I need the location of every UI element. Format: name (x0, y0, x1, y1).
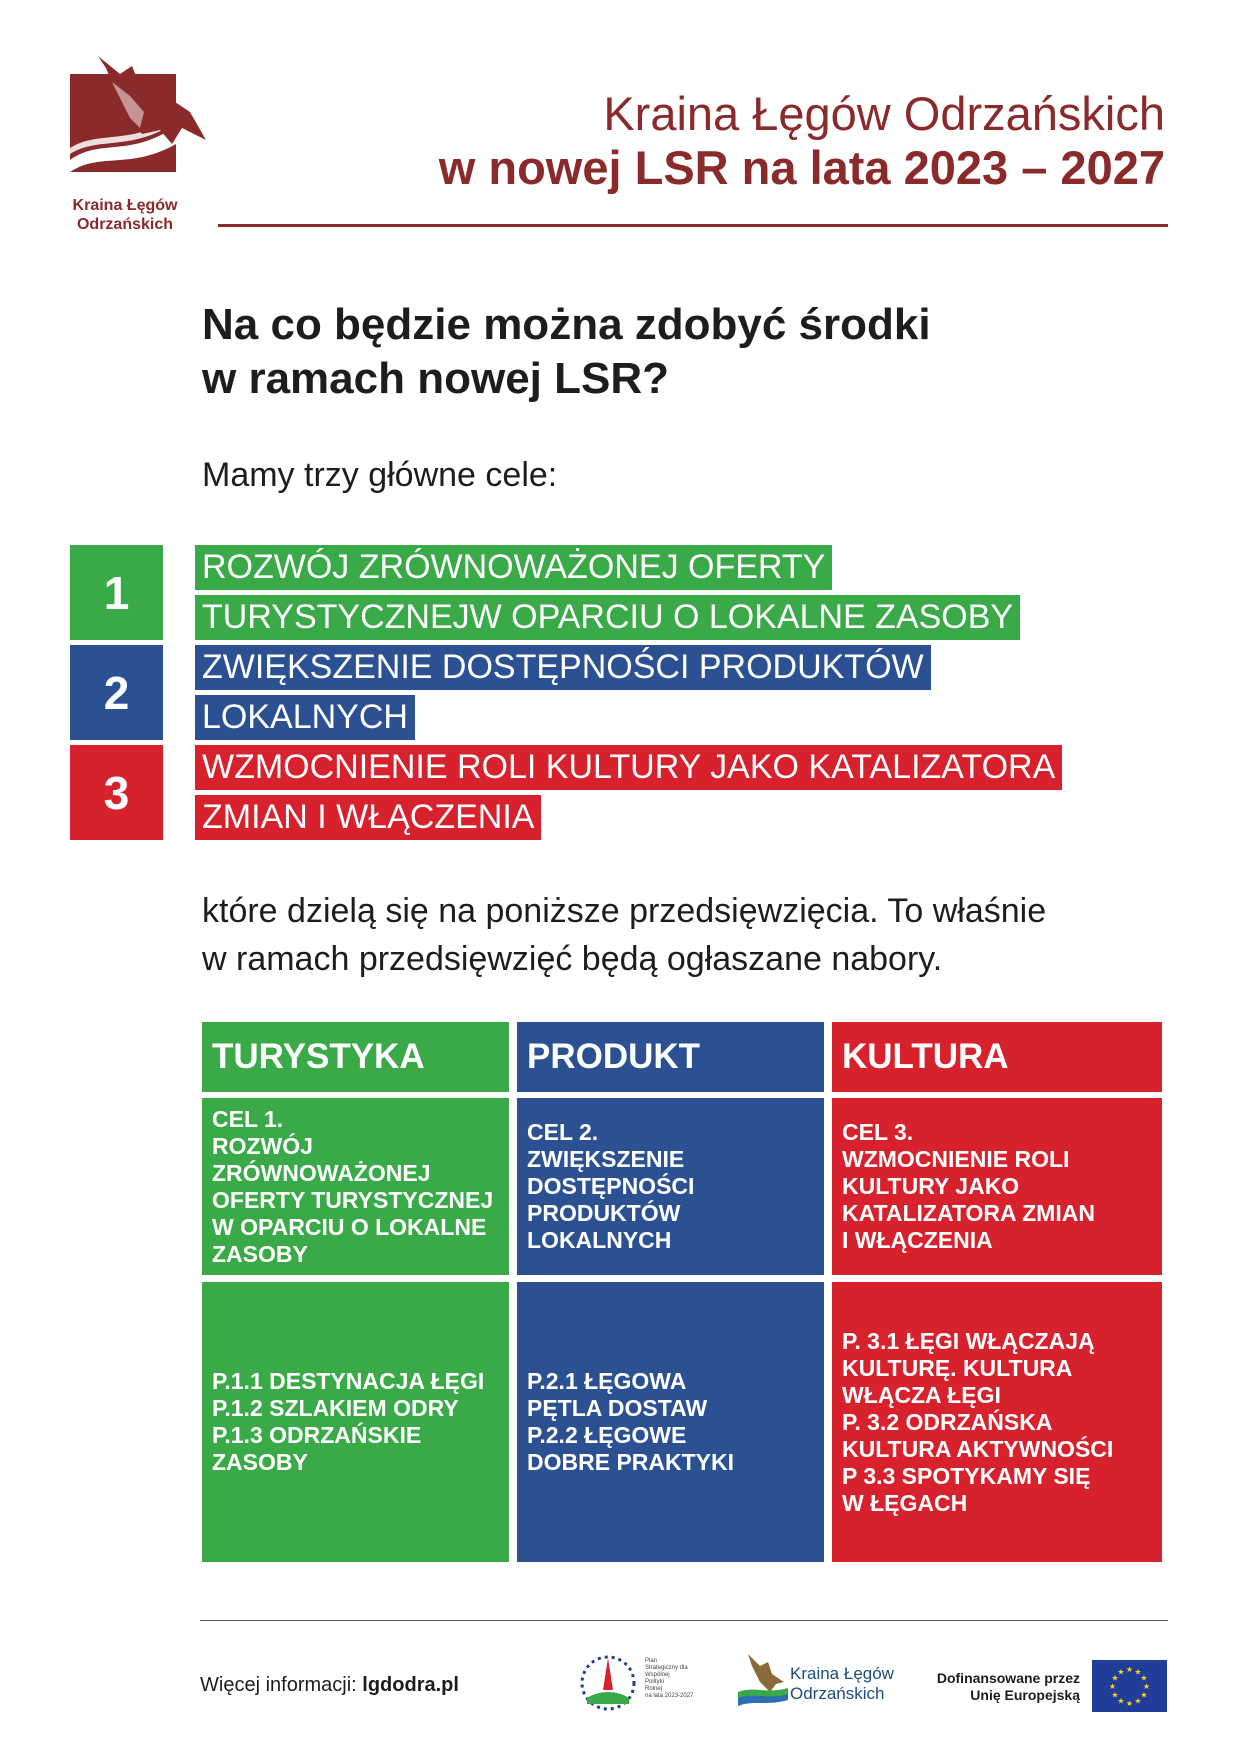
project-line: PĘTLA DOSTAW (527, 1395, 708, 1421)
project-line: KULTURĘ. KULTURA (842, 1354, 1073, 1381)
goal-cell-line: ZWIĘKSZENIE (527, 1146, 685, 1172)
eagle-logo-icon (70, 48, 210, 198)
project-line: P.2.1 ŁĘGOWA (527, 1368, 687, 1394)
project-line: DOBRE PRAKTYKI (527, 1449, 735, 1475)
footer-info-label: Więcej informacji: (200, 1674, 357, 1696)
projects-cell-1 (202, 1282, 509, 1562)
project-line: P. 3.2 ODRZAŃSKA (842, 1408, 1053, 1435)
goal-2-line2: LOKALNYCH (195, 695, 415, 740)
goal-cell-1 (202, 1098, 509, 1275)
heading-line1: Na co będzie można zdobyć środki (202, 300, 931, 349)
partner-logo-text (790, 1664, 894, 1704)
svg-text:★: ★ (1125, 1699, 1134, 1708)
svg-text:★: ★ (1117, 1667, 1125, 1677)
goal-3-line2: ZMIAN I WŁĄCZENIA (195, 795, 541, 840)
partner-logo-line1: Kraina Łęgów (790, 1664, 894, 1683)
header-divider (218, 224, 1168, 227)
eu-funding-text (930, 1670, 1080, 1704)
project-line: P 3.3 SPOTYKAMY SIĘ (842, 1462, 1091, 1489)
project-line: P.1.3 ODRZAŃSKIE (212, 1422, 422, 1448)
goal-cell-line: CEL 1. (212, 1105, 284, 1132)
goal-cell-line: OFERTY TURYSTYCZNEJ (212, 1186, 494, 1213)
goal-cell-line: W OPARCIU O LOKALNE (212, 1213, 487, 1240)
header-subtitle: w nowej LSR na lata 2023 – 2027 (438, 141, 1165, 194)
eu-flag-icon (1092, 1660, 1167, 1712)
plan-logo-line: Rolnej (645, 1686, 663, 1692)
goal-cell-line: ZRÓWNOWAŻONEJ (212, 1159, 431, 1186)
column-header-turystyka: TURYSTYKA (202, 1022, 509, 1092)
svg-text:★: ★ (1111, 1690, 1119, 1700)
footer-website-link[interactable]: lgdodra.pl (362, 1674, 459, 1696)
heading-line2: w ramach nowej LSR? (202, 354, 669, 403)
goal-2-line1: ZWIĘKSZENIE DOSTĘPNOŚCI PRODUKTÓW (195, 645, 931, 690)
plan-logo-line: Plan (645, 1658, 658, 1664)
eu-line1: Dofinansowane przez (936, 1670, 1080, 1686)
goal-1-line2: TURYSTYCZNEJW OPARCIU O LOKALNE ZASOBY (195, 595, 1020, 640)
footer-info (200, 1674, 459, 1697)
footer-divider (200, 1620, 1168, 1621)
intro-text: Mamy trzy główne cele: (202, 456, 558, 494)
column-header-kultura: KULTURA (832, 1022, 1162, 1092)
projects-cell-2 (517, 1282, 824, 1562)
goal-1-line1: ROZWÓJ ZRÓWNOWAŻONEJ OFERTY (195, 545, 832, 590)
brand-logo (70, 48, 210, 238)
plan-strategiczny-logo-icon (575, 1650, 641, 1716)
svg-text:★: ★ (1125, 1665, 1134, 1674)
goal-number-3: 3 (70, 745, 163, 840)
paragraph-line1: które dzielą się na poniższe przedsięwzięcia. To właśnie (202, 892, 1047, 930)
paragraph-line2: w ramach przedsięwzięć będą ogłaszane nabory. (202, 940, 943, 978)
svg-text:★: ★ (1108, 1682, 1117, 1691)
project-line: P. 3.1 ŁĘGI WŁĄCZAJĄ (842, 1327, 1095, 1354)
goal-cell-line: ZASOBY (212, 1240, 308, 1267)
project-line: ZASOBY (212, 1449, 308, 1475)
svg-text:★: ★ (1117, 1696, 1125, 1706)
goal-cell-line: I WŁĄCZENIA (842, 1227, 993, 1253)
svg-text:★: ★ (1111, 1673, 1119, 1683)
description-paragraph (202, 887, 1162, 983)
goal-cell-line: ROZWÓJ (212, 1132, 313, 1159)
goal-cell-line: KULTURY JAKO (842, 1173, 1020, 1199)
eu-stars-icon (1092, 1660, 1167, 1712)
project-line: P.2.2 ŁĘGOWE (527, 1422, 687, 1448)
project-line: P.1.1 DESTYNACJA ŁĘGI (212, 1368, 485, 1394)
project-line: WŁĄCZA ŁĘGI (842, 1381, 1001, 1408)
goal-cell-line: WZMOCNIENIE ROLI (842, 1146, 1070, 1172)
goal-cell-line: DOSTĘPNOŚCI (527, 1173, 695, 1199)
svg-text:★: ★ (1140, 1690, 1148, 1700)
svg-text:★: ★ (1140, 1673, 1148, 1683)
page-heading (202, 298, 1102, 406)
goal-cell-line: KATALIZATORA ZMIAN (842, 1200, 1095, 1226)
column-header-produkt: PRODUKT (517, 1022, 824, 1092)
goal-cell-line: PRODUKTÓW (527, 1200, 681, 1226)
project-line: KULTURA AKTYWNOŚCI (842, 1435, 1114, 1462)
plan-logo-line: na lata 2023-2027 (645, 1693, 694, 1699)
svg-text:★: ★ (1134, 1696, 1142, 1706)
kraina-eagle-small-icon (738, 1652, 788, 1706)
goal-cell-2 (517, 1098, 824, 1275)
partner-logo-line2: Odrzańskich (790, 1684, 885, 1703)
plan-logo-line: Strategiczny dla (645, 1665, 688, 1671)
header-title: Kraina Łęgów Odrzańskich (603, 87, 1165, 140)
svg-text:★: ★ (1134, 1667, 1142, 1677)
plan-logo-line: Polityki (645, 1679, 665, 1685)
plan-logo-line: Wspólnej (645, 1672, 670, 1678)
project-line: W ŁĘGACH (842, 1489, 968, 1516)
project-line: P.1.2 SZLAKIEM ODRY (212, 1395, 459, 1421)
logo-caption-line2: Odrzańskich (76, 216, 174, 233)
logo-caption-line1: Kraina Łęgów (72, 197, 178, 214)
goal-number-2: 2 (70, 645, 163, 740)
plan-logo-text (645, 1658, 695, 1700)
goal-cell-line: LOKALNYCH (527, 1227, 672, 1253)
eu-line2: Unię Europejską (970, 1687, 1080, 1703)
projects-cell-3 (832, 1282, 1162, 1562)
goal-3-line1: WZMOCNIENIE ROLI KULTURY JAKO KATALIZATORA (195, 745, 1062, 790)
goal-cell-line: CEL 2. (527, 1119, 599, 1145)
goal-cell-line: CEL 3. (842, 1119, 914, 1145)
goal-number-1: 1 (70, 545, 163, 640)
svg-text:★: ★ (1142, 1682, 1151, 1691)
logo-caption (70, 196, 180, 234)
goal-cell-3 (832, 1098, 1162, 1275)
